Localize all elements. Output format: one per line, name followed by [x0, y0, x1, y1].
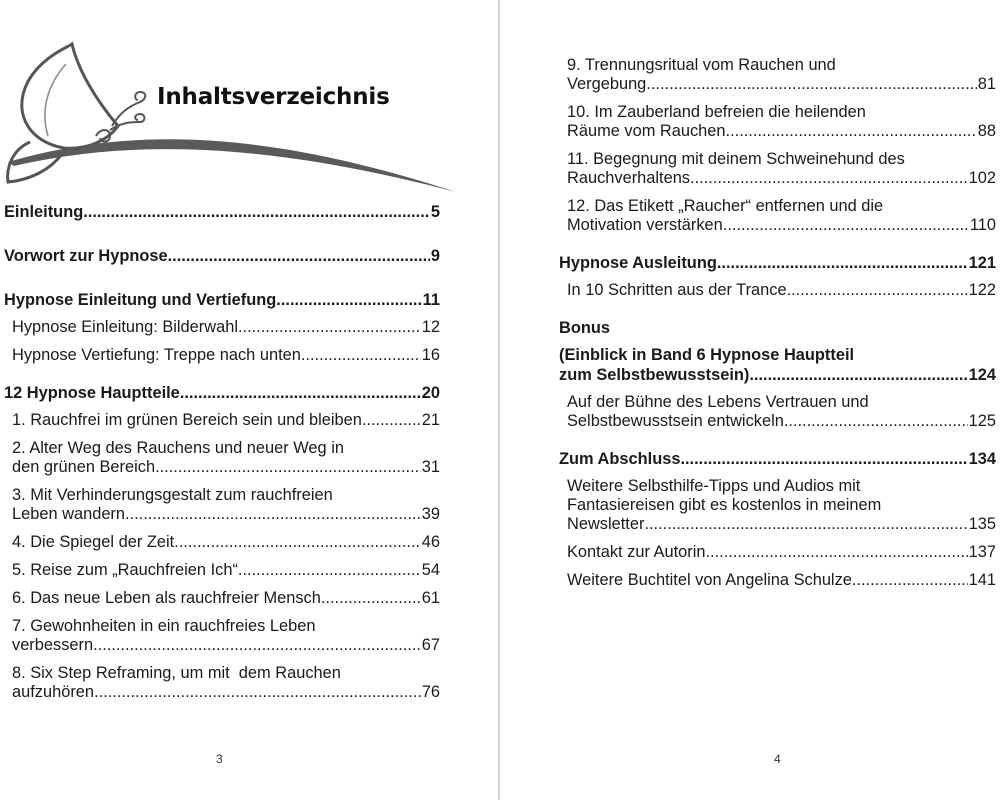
entry-title: 5. Reise zum „Rauchfreien Ich“: [12, 561, 238, 579]
entry-title: 6. Das neue Leben als rauchfreier Mensch: [12, 589, 321, 607]
entry-page: 39: [421, 505, 440, 523]
entry-page: 9: [430, 247, 440, 265]
entry-title: Hypnose Einleitung: Bilderwahl: [12, 318, 238, 336]
entry-title: Weitere Buchtitel von Angelina Schulze: [567, 571, 852, 589]
right-page: [502, 0, 1000, 800]
toc-subentry[interactable]: [559, 150, 996, 188]
subentry-group: [559, 477, 996, 590]
entry-title: Selbstbewusstsein entwickeln: [567, 412, 784, 430]
entry-page: 137: [968, 543, 996, 561]
entry-lead: 9. Trennungsritual vom Rauchen und: [567, 56, 836, 74]
butterfly-swoosh-icon: [0, 30, 470, 200]
entry-lead: 10. Im Zauberland befreien die heilenden: [567, 103, 866, 121]
entry-lead: 11. Begegnung mit deinem Schweinehund des: [567, 150, 905, 168]
entry-title: Hypnose Einleitung und Vertiefung: [4, 291, 277, 309]
entry-page: 134: [968, 450, 996, 468]
toc-subentry[interactable]: [559, 393, 996, 431]
toc-subentry[interactable]: [4, 439, 440, 477]
entry-page: 46: [421, 533, 440, 551]
entry-title: Hypnose Vertiefung: Treppe nach unten: [12, 346, 301, 364]
entry-title: 12 Hypnose Hauptteile: [4, 384, 180, 402]
toc-entry-einleitung[interactable]: [4, 202, 440, 222]
toc-entry-bonus[interactable]: [559, 345, 996, 385]
entry-page: 11: [422, 291, 440, 309]
entry-title: In 10 Schritten aus der Trance: [567, 281, 787, 299]
toc-subentry[interactable]: [559, 56, 996, 94]
entry-lead: 12. Das Etikett „Raucher“ entfernen und die: [567, 197, 884, 215]
entry-lead: Auf der Bühne des Lebens Vertrauen und: [567, 393, 869, 411]
entry-page: 110: [969, 216, 996, 234]
toc-entry-vorwort[interactable]: [4, 246, 440, 266]
subentry-group: [4, 411, 440, 702]
entry-title: Hypnose Ausleitung: [559, 254, 717, 272]
entry-title: Vergebung: [567, 75, 647, 93]
entry-page: 20: [421, 384, 440, 402]
page-divider: [498, 0, 500, 800]
page-number: 3: [216, 752, 223, 766]
entry-page: 12: [421, 318, 440, 336]
subentry-group: [559, 393, 996, 431]
entry-title: Newsletter: [567, 515, 645, 533]
toc-entry-hauptteile[interactable]: [4, 383, 440, 403]
entry-lead: Weitere Selbsthilfe-Tipps und Audios mit: [567, 477, 861, 495]
entry-page: 31: [421, 458, 440, 476]
toc-subentry[interactable]: [4, 486, 440, 524]
entry-title: aufzuhören: [12, 683, 95, 701]
subentry-group: [559, 56, 996, 235]
toc-subentry[interactable]: [4, 346, 440, 365]
entry-page: 102: [968, 169, 996, 187]
entry-page: 81: [977, 75, 996, 93]
toc-subentry[interactable]: [4, 533, 440, 552]
subentry-group: [559, 281, 996, 300]
bonus-label: Bonus: [559, 319, 610, 337]
toc-subentry[interactable]: [559, 197, 996, 235]
entry-title: Motivation verstärken: [567, 216, 723, 234]
left-page: [0, 0, 498, 800]
entry-lead: Fantasiereisen gibt es kostenlos in meinem: [567, 496, 882, 514]
entry-page: 124: [968, 366, 996, 384]
entry-page: 135: [968, 515, 996, 533]
entry-page: 67: [421, 636, 440, 654]
entry-page: 21: [421, 411, 440, 429]
entry-page: 61: [421, 589, 440, 607]
subentry-group: [4, 318, 440, 365]
entry-lead: (Einblick in Band 6 Hypnose Hauptteil: [559, 346, 855, 364]
toc-entry-ausleitung[interactable]: [559, 253, 996, 273]
entry-page: 16: [421, 346, 440, 364]
toc-subentry[interactable]: [559, 281, 996, 300]
entry-title: Rauchverhaltens: [567, 169, 691, 187]
toc-subentry[interactable]: [4, 664, 440, 702]
entry-title: zum Selbstbewusstsein): [559, 366, 750, 384]
entry-lead: 3. Mit Verhinderungsgestalt zum rauchfreien: [12, 486, 333, 504]
entry-page: 5: [430, 203, 440, 221]
entry-title: Zum Abschluss: [559, 450, 681, 468]
entry-title: Einleitung: [4, 203, 84, 221]
toc-header: [0, 30, 470, 200]
toc-subentry[interactable]: [4, 589, 440, 608]
toc-left: [4, 202, 440, 711]
toc-right: [559, 56, 996, 599]
toc-subentry[interactable]: [4, 617, 440, 655]
entry-title: Vorwort zur Hypnose: [4, 247, 168, 265]
toc-subentry[interactable]: [4, 561, 440, 580]
page-title: Inhaltsverzeichnis: [157, 84, 390, 110]
toc-subentry[interactable]: [559, 103, 996, 141]
entry-page: 141: [968, 571, 996, 589]
entry-lead: 7. Gewohnheiten in ein rauchfreies Leben: [12, 617, 316, 635]
toc-entry-hypnose-einleitung[interactable]: [4, 290, 440, 310]
entry-page: 125: [968, 412, 996, 430]
entry-page: 88: [977, 122, 996, 140]
entry-page: 122: [968, 281, 996, 299]
toc-entry-abschluss[interactable]: [559, 449, 996, 469]
entry-title: den grünen Bereich: [12, 458, 156, 476]
entry-page: 76: [421, 683, 440, 701]
entry-title: 1. Rauchfrei im grünen Bereich sein und bleiben: [12, 411, 362, 429]
entry-title: 4. Die Spiegel der Zeit: [12, 533, 175, 551]
entry-page: 121: [968, 254, 996, 272]
entry-lead: 8. Six Step Reframing, um mit dem Rauchen: [12, 664, 341, 682]
entry-title: Kontakt zur Autorin: [567, 543, 706, 561]
toc-subentry[interactable]: [4, 318, 440, 337]
entry-title: Leben wandern: [12, 505, 126, 523]
entry-title: verbessern: [12, 636, 94, 654]
entry-title: Räume vom Rauchen: [567, 122, 726, 140]
entry-page: 54: [421, 561, 440, 579]
toc-subentry[interactable]: [559, 571, 996, 590]
toc-subentry[interactable]: [559, 543, 996, 562]
toc-subentry[interactable]: [4, 411, 440, 430]
toc-subentry[interactable]: [559, 477, 996, 534]
page-number: 4: [774, 752, 781, 766]
entry-lead: 2. Alter Weg des Rauchens und neuer Weg in: [12, 439, 344, 457]
